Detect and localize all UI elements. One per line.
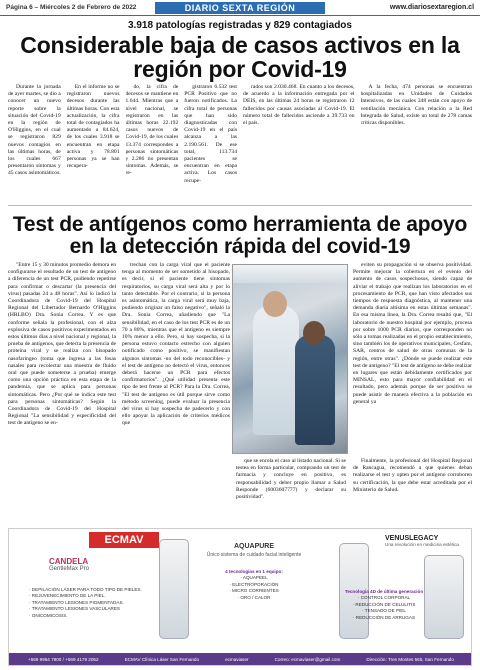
- section-divider: [8, 205, 472, 206]
- story2-column: "Entre 15 y 30 minutos promedio demora en configurarse el resultado de un test de antígeno a diferencia de un test PCR, pudiendo repetirse para confirmar o descartar (la presencia del virus) pasadas 24 a 48 horas". Así lo indicó la Coordinadora de Covid-19 del Hospital Regional del Libertador Bernardo O'Higgins (HRLBO) Dra. Sonia Correa. Y es que conforme señala la profesional, con el alza explosiva de casos positivos experimentados en estos últimos días a nivel nacional y regional, la prueba de antígenos, que detecta la presencia de proteína viral y se realiza con hisopado nasofaríngeo (toma que ingresa a las fosas nasales para recolectar una muestra de fluido oral que puede someterse a prueba) emerge como una opción práctica en esta etapa de la pandemia, que se aplica para personas sintomáticas. Pero ¿Por qué se indica este test para personas sintomáticas? Según la Coordinadora de Covid-19 del Hospital Regional "La sensibilidad y especificidad del test de antígeno se en-: [8, 262, 116, 427]
- ad-right-list: Tecnología 4D de última generación · CONTROL CORPORAL · REDUCCIÓN DE CELULITIS · TENSADO DE PIEL · REDUCCIÓN DE ARRUGAS: [344, 589, 424, 620]
- photo-health-worker: [253, 305, 299, 435]
- article-photo: [232, 264, 348, 454]
- photo-patient: [295, 335, 335, 445]
- ad-candela-logo: CANDELA GentleMax Pro: [49, 557, 90, 572]
- ad-address: Dirección: Tres Montes 565, San Fernando: [366, 656, 454, 662]
- ad-phone[interactable]: +569 9964 7800 / +569 4179 2052: [28, 656, 99, 662]
- page-info: Página 6 – Miércoles 2 de Febrero de 2022: [6, 4, 137, 11]
- ad-instagram[interactable]: ecmaviaser: [225, 656, 249, 662]
- photo-patient-head: [303, 321, 325, 345]
- story2-column: Finalmente, la profesional del Hospital Regional de Rancagua, recomendó a que quienes deban realizarse el test y opten por el antígeno corroboren su certificación, la que debe estar acreditada por el Ministerio de Salud.: [353, 458, 472, 493]
- story1-column: Durante la jornada de ayer martes, se dio a conocer un nuevo reporte sobre la situación del Covid-19 en la región de O'Higgins, en el cual se registraron 829 nuevos contagios en las últimas horas, de los cuales 667 presentaron síntomas y 45 casos asintomáticos.: [8, 84, 61, 177]
- story1-column: gistraron 6.532 test PCR Positivo que no fueron notificados. La cifra total de personas que han sido diagnosticadas con Covid-19 en el país alcanza a las 2.190.561. De ese total, 113.734 pacientes se encuentran en etapa activa. Los casos recupe-: [184, 84, 237, 184]
- story1-body: [8, 84, 472, 202]
- ad-contact-bar: [9, 653, 472, 665]
- advertisement[interactable]: [8, 528, 472, 666]
- ad-center-title: AQUAPURE: [233, 543, 275, 550]
- story2-column: trechan con la carga viral que el paciente tenga al momento de ser sometido al hisopado, es decir, si el paciente tiene síntomas respiratorios, su carga viral será alta y por lo tanto detectable. Por el contrario, si la persona es asintomática, la carga viral será muy baja, pudiendo originar un falso negativo", señaló la Dra. Sonia Correa, añadiendo que "La sensibilidad, en el caso de los test PCR es de un 70 a 80%, mientras que el antígeno es siempre 10% menor a ello. Pero, si hay sospecha, si la persona estuvo contacto estrecho con alguien notificado como positivo, se manifiestan algunos síntomas -no del todo reconocibles- y el test de antígeno no detectó el virus, entonces deberá hacerse un PCR para efectos confirmatorios". ¿Qué utilidad presenta este tipo de test frente al PCR? Para la Dra. Correa, "El test de antígeno es útil porque sirve como método screening, puede evaluar la presencia del virus si hay sospecha de padecerlo y con ello apoyar la aplicación de criterios médicos que: [122, 262, 230, 427]
- newspaper-name: DIARIO SEXTA REGIÓN: [155, 2, 326, 14]
- website-link[interactable]: www.diariosextaregion.cl: [389, 4, 475, 11]
- photo-health-worker-head: [263, 291, 287, 317]
- ad-left-list: · DEPILACIÓN LÁSER PARA TODO TIPO DE PIELES. · REJUVENECIMIENTO DE LA PIEL. · TRATAMIENTO LESIONES PIGMENTADAS. · TRATAMIENTO LESIONES VASCULARES · ONICOMICOSIS.: [29, 587, 142, 618]
- story1-column: A la fecha, 474 personas se encuentran hospitalizadas en Unidades de Cuidados Intensivos, de las cuales 348 están con apoyo de ventilación mecánica. Con relación a la Red Integrada de Salud, existe un total de 278 camas críticas disponibles.: [360, 84, 472, 127]
- page-header: [0, 0, 480, 16]
- ad-laser-machine-image: [159, 539, 189, 639]
- story2-column: eviten su propagación si se observa positividad. Permite mejorar la cobertura en el evento del aumento de casos sospechosos, siendo capaz de aliviar el trabajo que realizan los laboratorios en el procesamiento de PCR, que han visto afectados sus tiempos de respuesta diagnóstica, al mantener una demanda diaria altísima en estas últimas semanas". En esa misma línea, la Dra. Correa resaltó que, "El laboratorio de nuestro hospital por ejemplo, procesa por sobre 1000 PCR diarios, que corresponden no sólo a tomas realizadas en el propio establecimiento, sino también los de operativos municipales, Cesfam, SAR, centros de salud de otras comunas de la región, entre otras". ¿Dónde se puede realizar este test de antígeno? "El test de antígeno se debe realizar en lugares que están debidamente certificados por MINSAL, esto para mayor confiabilidad en el resultado, pero además porque de ser positivo se puede asistir de manera efectiva a la población en general ya: [353, 262, 472, 405]
- story1-column: En el informe no se registraron nuevos decesos durante las últimas horas. Con esta actualización, la cifra total de contagiados ha aumentado a 84.624, de los cuales 3.918 se encuentran en etapa activa y 78.801 personas ya se han recupera-: [66, 84, 120, 170]
- ad-venus-logo: VENUSLEGACY Una revolución en medicina estética: [385, 535, 459, 547]
- story1-column: do, la cifra de decesos se mantiene en 1.644. Mientras que a nivel nacional, se registraron en las últimas horas 22.192 casos nuevos de Covid-19, de los cuales 13.374 correspondes a personas sintomáticas y 2.286 no presentan síntomas. Además, se re-: [125, 84, 179, 177]
- story2-column: que se enrola el caso al listado nacional. Si se testea en forma particular, comprando un test de farmacia y concluye en positivo, es responsabilidad y deber propio llamar a Salud Responde (6003607777) y declarar su positividad".: [236, 458, 346, 501]
- ad-center-subtitle: Único sistema de cuidado facial inteligente: [206, 552, 302, 558]
- story2-headline: Test de antígenos como herramienta de apoyo en la detección rápida del covid-19: [12, 213, 468, 258]
- ad-facebook[interactable]: ECMAV Clínica Láser San Fernando: [124, 656, 200, 662]
- ad-brand-logo: ECMAV: [89, 532, 159, 548]
- ad-center-list: 4 tecnologías en 1 equipo: · AQUAPEEL · ELECTROPORACIÓN · MICRO CORRIENTES · ORO / CALOR: [225, 569, 283, 600]
- story1-column: rados son 2.030.468. En cuanto a los decesos, de acuerdo a la información entregada por el DEIS, en las últimas 24 horas se registraron 12 fallecidos por causas asociadas al Covid-19. El número total de fallecidos asciende a 39.733 en el país.: [243, 84, 355, 127]
- story1-headline: Considerable baja de casos activos en la región por Covid-19: [20, 32, 460, 82]
- ad-email[interactable]: Correo: ecmaviaser@gmail.com: [274, 656, 341, 662]
- photo-lamp: [233, 265, 348, 283]
- story1-kicker: 3.918 patologías registradas y 829 contagiados: [128, 20, 352, 31]
- ad-body-machine-image: [424, 555, 464, 639]
